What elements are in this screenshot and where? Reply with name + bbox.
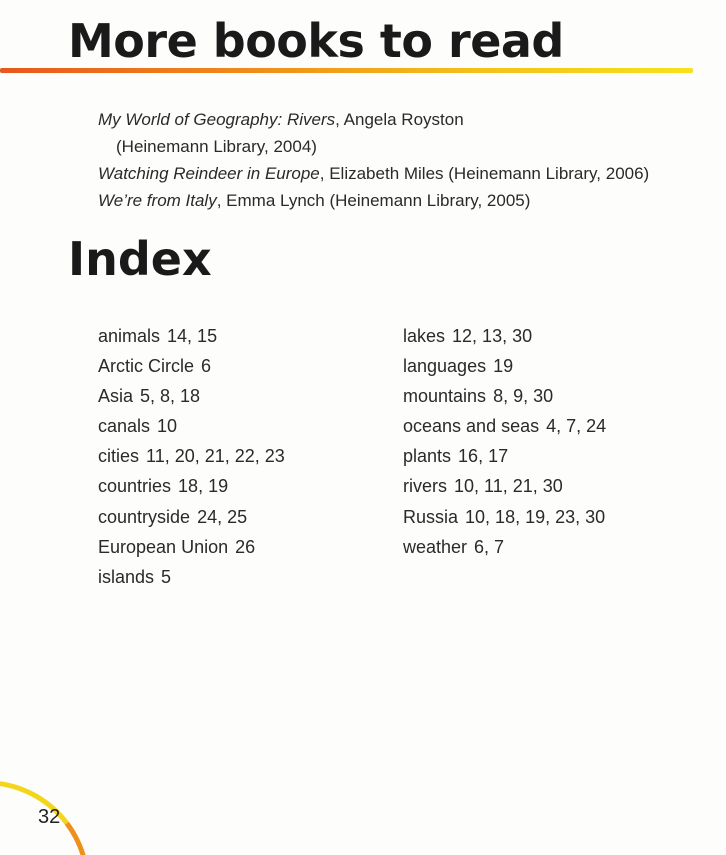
index-term: lakes bbox=[403, 326, 446, 346]
book-details: , Elizabeth Miles (Heinemann Library, 2006) bbox=[319, 164, 650, 183]
book-title: My World of Geography: Rivers bbox=[98, 110, 336, 129]
book-details: , Angela Royston bbox=[335, 110, 464, 129]
book-publisher: (Heinemann Library, 2004) bbox=[116, 137, 317, 156]
index-pages: 18, 19 bbox=[178, 476, 229, 497]
index-pages: 11, 20, 21, 22, 23 bbox=[146, 446, 285, 467]
index-pages: 10, 11, 21, 30 bbox=[454, 476, 563, 497]
index-term: Arctic Circle bbox=[98, 356, 195, 377]
heading-underline bbox=[0, 68, 693, 73]
index-pages: 5, 8, 18 bbox=[140, 386, 201, 407]
index-term: islands bbox=[98, 566, 155, 587]
index-left-column bbox=[98, 321, 285, 592]
index-term: plants bbox=[403, 446, 452, 467]
index-pages: 16, 17 bbox=[458, 446, 509, 467]
index-pages: 6, 7 bbox=[474, 536, 505, 557]
index-pages: 6 bbox=[201, 356, 212, 377]
index-entry bbox=[98, 411, 285, 441]
index-term: rivers bbox=[403, 476, 447, 497]
index-term: Asia bbox=[98, 386, 134, 407]
index-term: weather bbox=[403, 536, 468, 557]
book-entry bbox=[98, 160, 698, 187]
index-term: oceans and seas bbox=[403, 416, 540, 437]
index-entry bbox=[403, 381, 606, 411]
book-details: , Emma Lynch (Heinemann Library, 2005) bbox=[216, 191, 531, 210]
more-books-list bbox=[98, 106, 698, 214]
index-pages: 10, 18, 19, 23, 30 bbox=[465, 506, 606, 527]
index-pages: 26 bbox=[235, 536, 256, 557]
index-term: canals bbox=[98, 416, 151, 437]
index-entry bbox=[98, 441, 285, 471]
index-entry bbox=[403, 321, 606, 351]
index-pages: 12, 13, 30 bbox=[452, 326, 533, 346]
index-term: languages bbox=[403, 356, 487, 377]
index-entry bbox=[98, 351, 285, 381]
index-term: mountains bbox=[403, 386, 487, 407]
page-number: 32 bbox=[38, 806, 61, 828]
index-entry bbox=[403, 411, 606, 441]
index-entry bbox=[98, 502, 285, 532]
index-entry bbox=[98, 532, 285, 562]
index-pages: 19 bbox=[493, 356, 514, 377]
index-term: Russia bbox=[403, 506, 459, 527]
index-pages: 14, 15 bbox=[167, 326, 218, 346]
index-term: cities bbox=[98, 446, 140, 467]
index-right-column bbox=[403, 321, 606, 562]
index-entry bbox=[98, 562, 285, 592]
index-entry bbox=[403, 441, 606, 471]
index-pages: 8, 9, 30 bbox=[493, 386, 554, 407]
more-books-heading: More books to read bbox=[68, 14, 564, 68]
index-term: countries bbox=[98, 476, 172, 497]
index-entry bbox=[98, 321, 285, 351]
index-entry bbox=[403, 351, 606, 381]
index-pages: 24, 25 bbox=[197, 506, 248, 527]
index-pages: 4, 7, 24 bbox=[546, 416, 607, 437]
index-entry bbox=[403, 532, 606, 562]
index-entry bbox=[403, 471, 606, 501]
book-entry bbox=[98, 187, 698, 214]
index-pages: 10 bbox=[157, 416, 178, 437]
index-entry bbox=[403, 502, 606, 532]
index-term: countryside bbox=[98, 506, 191, 527]
book-entry bbox=[98, 106, 698, 160]
index-entry bbox=[98, 381, 285, 411]
index-heading: Index bbox=[68, 232, 212, 286]
index-term: European Union bbox=[98, 536, 229, 557]
index-term: animals bbox=[98, 326, 161, 346]
index-pages: 5 bbox=[161, 566, 172, 587]
book-title: Watching Reindeer in Europe bbox=[98, 164, 320, 183]
index-entry bbox=[98, 471, 285, 501]
book-title: We’re from Italy bbox=[98, 191, 217, 210]
